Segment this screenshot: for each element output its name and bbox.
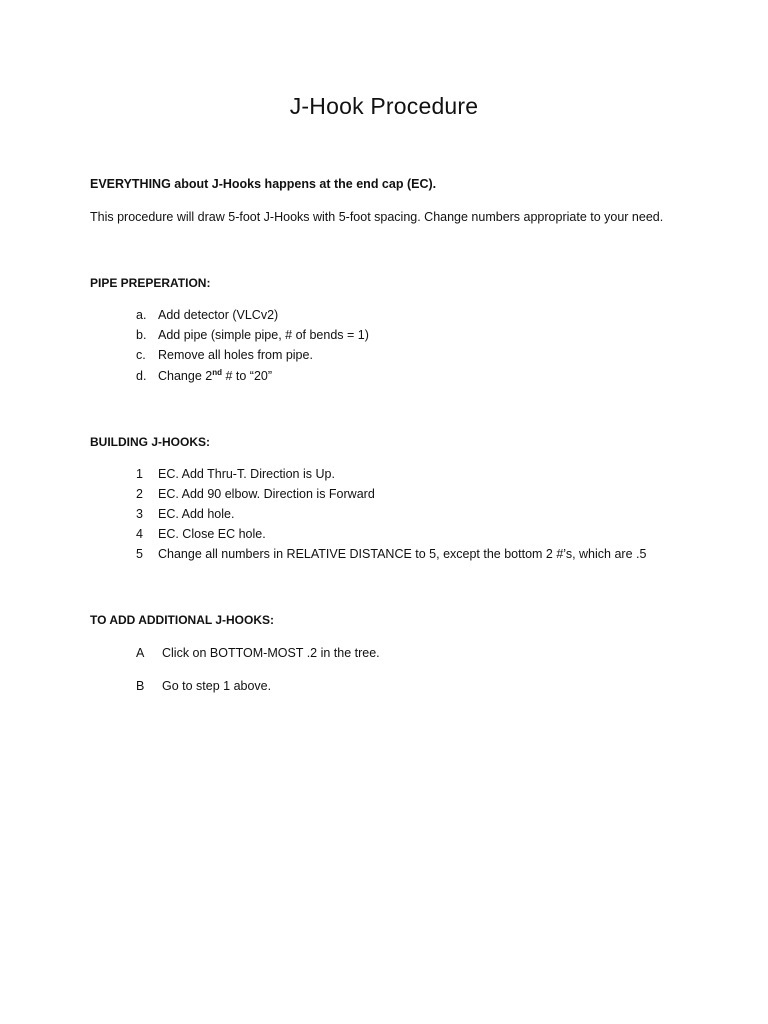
list-marker: B <box>136 679 145 693</box>
building-heading: BUILDING J-HOOKS: <box>90 435 210 449</box>
intro-line-2: This procedure will draw 5-foot J-Hooks with 5-foot spacing. Change numbers appropriate to your need. <box>90 210 664 224</box>
list-marker: c. <box>136 348 146 362</box>
pipe-prep-heading: PIPE PREPERATION: <box>90 276 211 290</box>
list-item-text: Change all numbers in RELATIVE DISTANCE to 5, except the bottom 2 #’s, which are .5 <box>158 547 647 561</box>
list-item-text: Click on BOTTOM-MOST .2 in the tree. <box>162 646 380 660</box>
list-item-text: EC. Add hole. <box>158 507 235 521</box>
page-title: J-Hook Procedure <box>289 93 479 119</box>
list-item-text-after: # to “20” <box>222 369 273 383</box>
list-item-text: Go to step 1 above. <box>162 679 272 693</box>
list-item-text: Add detector (VLCv2) <box>158 308 279 322</box>
list-marker: A <box>136 646 145 660</box>
list-item-text <box>158 368 272 384</box>
ordinal-suffix: nd <box>212 367 222 377</box>
list-marker: 1 <box>136 467 143 481</box>
list-item-text: Add pipe (simple pipe, # of bends = 1) <box>158 328 369 342</box>
list-marker: 3 <box>136 507 143 521</box>
list-item-text: EC. Add Thru-T. Direction is Up. <box>158 467 335 481</box>
list-item-text: EC. Close EC hole. <box>158 527 266 541</box>
list-item-text: Remove all holes from pipe. <box>158 348 313 362</box>
list-marker: b. <box>136 328 147 342</box>
list-item-text-before: Change 2 <box>158 369 213 383</box>
list-marker: d. <box>136 369 147 383</box>
list-item-text: EC. Add 90 elbow. Direction is Forward <box>158 487 375 501</box>
intro-line-1: EVERYTHING about J-Hooks happens at the end cap (EC). <box>90 177 437 191</box>
additional-heading: TO ADD ADDITIONAL J-HOOKS: <box>90 613 275 627</box>
list-marker: 4 <box>136 527 143 541</box>
list-marker: a. <box>136 308 147 322</box>
list-marker: 5 <box>136 547 143 561</box>
list-marker: 2 <box>136 487 143 501</box>
